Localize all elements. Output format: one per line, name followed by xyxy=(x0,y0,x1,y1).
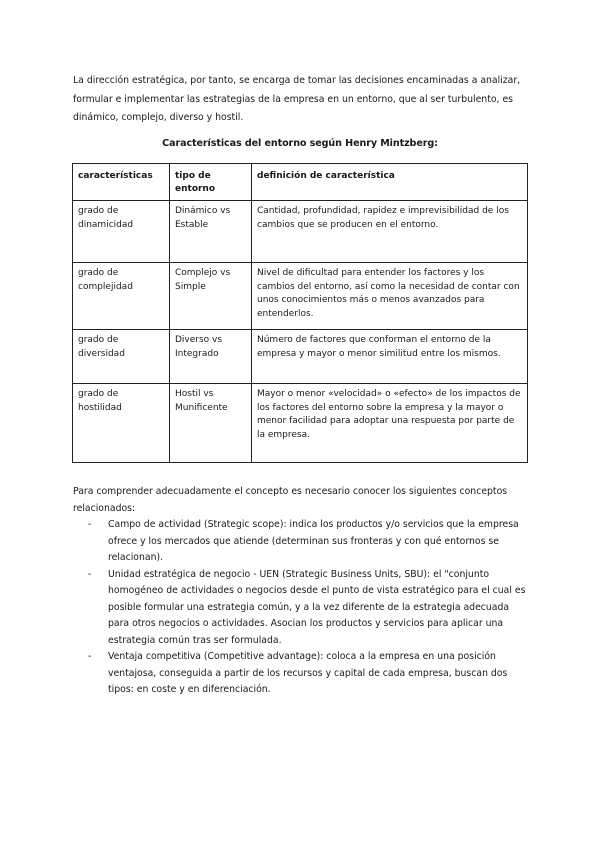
table-header-row xyxy=(73,164,528,201)
row-characteristic: grado de diversidad xyxy=(73,330,170,384)
bullet-dash: - xyxy=(88,568,92,580)
list-item xyxy=(73,649,533,699)
concept-business-unit: Unidad estratégica de negocio - UEN (Strategic Business Units, SBU): el "conjunto homogéneo de actividades o negocios desde el punto de vista estratégico para el cual es posible formular una estrategia común, y a la vez diferente de la estrategia adecuada para otros negocios o actividades. Asocian los productos y servicios para aplicar una estrategia común tras ser formulada. xyxy=(108,568,526,646)
concepts-list xyxy=(73,517,533,699)
table-title: Características del entorno según Henry Mintzberg: xyxy=(162,138,438,149)
row-definition: Nivel de dificultad para entender los factores y los cambios del entorno, así como la necesidad de contar con unos conocimientos más o menos avanzados para entenderlos. xyxy=(252,263,528,330)
row-environment-type: Diverso vs Integrado xyxy=(170,330,252,384)
concepts-section xyxy=(73,484,533,699)
concept-competitive-advantage: Ventaja competitiva (Competitive advantage): coloca a la empresa en una posición ventajosa, conseguida a partir de los recursos y capital de cada empresa, buscan dos tipos: en coste y en diferenciación. xyxy=(108,651,508,695)
table-row xyxy=(73,330,528,384)
list-item xyxy=(73,517,533,567)
row-characteristic: grado de hostilidad xyxy=(73,384,170,463)
row-environment-type: Complejo vs Simple xyxy=(170,263,252,330)
row-characteristic: grado de complejidad xyxy=(73,263,170,330)
table-row xyxy=(73,263,528,330)
bullet-dash: - xyxy=(88,651,92,662)
table-row xyxy=(73,201,528,263)
concepts-intro: Para comprender adecuadamente el concepto es necesario conocer los siguientes conceptos relacionados: xyxy=(73,486,508,514)
bullet-dash: - xyxy=(88,519,92,530)
concept-strategic-scope: Campo de actividad (Strategic scope): indica los productos y/o servicios que la empresa ofrece y los mercados que atiende (determinan sus fronteras y con qué entornos se relacionan). xyxy=(108,519,519,563)
characteristics-table xyxy=(72,163,528,463)
list-item xyxy=(73,567,533,650)
header-characteristics: características xyxy=(73,164,170,201)
row-characteristic: grado de dinamicidad xyxy=(73,201,170,263)
header-environment-type: tipo de entorno xyxy=(170,164,252,201)
row-definition: Cantidad, profundidad, rapidez e imprevisibilidad de los cambios que se producen en el entorno. xyxy=(252,201,528,263)
intro-paragraph: La dirección estratégica, por tanto, se encarga de tomar las decisiones encaminadas a analizar, formular e implementar las estrategias de la empresa en un entorno, que al ser turbulento, es dinámico, complejo, diverso y hostil. xyxy=(73,75,521,123)
row-definition: Mayor o menor «velocidad» o «efecto» de los impactos de los factores del entorno sobre la empresa y la mayor o menor facilidad para adoptar una respuesta por parte de la empresa. xyxy=(252,384,528,463)
row-definition: Número de factores que conforman el entorno de la empresa y mayor o menor similitud entre los mismos. xyxy=(252,330,528,384)
row-environment-type: Dinámico vs Estable xyxy=(170,201,252,263)
table-row xyxy=(73,384,528,463)
header-definition: definición de característica xyxy=(252,164,528,201)
row-environment-type: Hostil vs Munificente xyxy=(170,384,252,463)
